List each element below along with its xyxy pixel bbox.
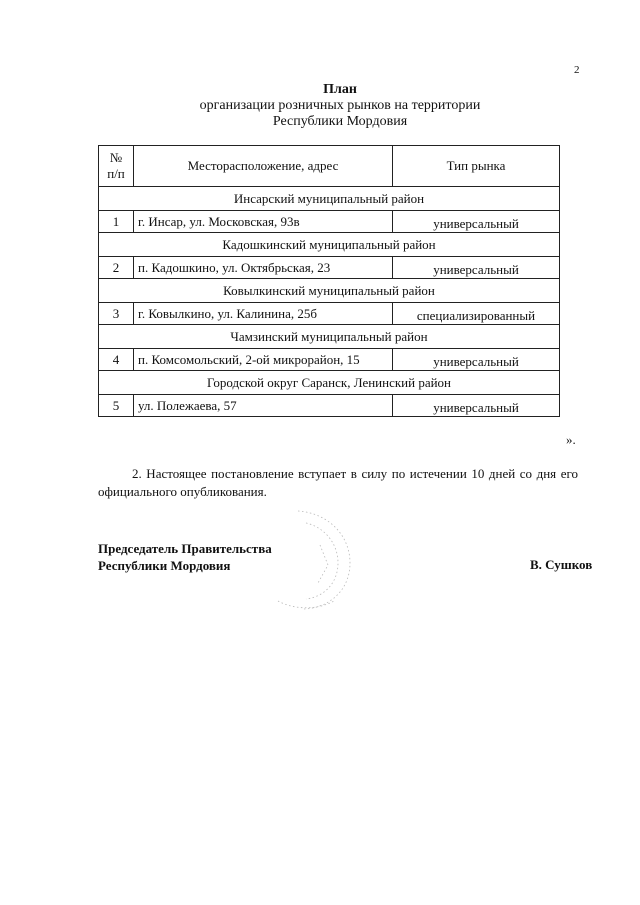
effective-date-paragraph: 2. Настоящее постановление вступает в силу по истечении 10 дней со дня его официального опубликования. bbox=[98, 466, 578, 499]
title-subtitle-line2: Республики Мордовия bbox=[272, 114, 408, 129]
signatory-position-line2: Республики Мордовия bbox=[98, 558, 231, 573]
district-row bbox=[99, 279, 560, 303]
header-number-abbrev: п/п bbox=[107, 166, 125, 181]
markets-plan-table bbox=[98, 145, 560, 417]
row-number: 4 bbox=[99, 349, 134, 371]
table-row bbox=[99, 395, 560, 417]
row-address: г. Ковылкино, ул. Калинина, 25б bbox=[134, 303, 393, 325]
district-name: Кадошкинский муниципальный район bbox=[99, 233, 560, 257]
district-row bbox=[99, 233, 560, 257]
row-address: ул. Полежаева, 57 bbox=[134, 395, 393, 417]
header-market-type: Тип рынка bbox=[393, 146, 560, 187]
stamp-impression bbox=[258, 505, 358, 615]
row-address: п. Комсомольский, 2-ой микрорайон, 15 bbox=[134, 349, 393, 371]
row-market-type: универсальный bbox=[393, 257, 560, 279]
table-row bbox=[99, 257, 560, 279]
row-market-type: специализированный bbox=[393, 303, 560, 325]
table-row bbox=[99, 211, 560, 233]
row-number: 2 bbox=[99, 257, 134, 279]
header-number bbox=[99, 146, 134, 187]
district-row bbox=[99, 371, 560, 395]
title-heading: План bbox=[323, 82, 357, 97]
district-row bbox=[99, 325, 560, 349]
district-name: Городской округ Саранск, Ленинский район bbox=[99, 371, 560, 395]
row-address: г. Инсар, ул. Московская, 93в bbox=[134, 211, 393, 233]
header-address: Месторасположение, адрес bbox=[134, 146, 393, 187]
page-number: 2 bbox=[574, 64, 580, 76]
closing-quote: ». bbox=[566, 432, 576, 447]
table-row bbox=[99, 349, 560, 371]
signatory-position-line1: Председатель Правительства bbox=[98, 541, 272, 556]
row-number: 1 bbox=[99, 211, 134, 233]
row-market-type: универсальный bbox=[393, 395, 560, 417]
signatory-name: В. Сушков bbox=[530, 557, 593, 572]
title-subtitle-line1: организации розничных рынков на территории bbox=[199, 98, 481, 113]
district-row bbox=[99, 187, 560, 211]
row-address: п. Кадошкино, ул. Октябрьская, 23 bbox=[134, 257, 393, 279]
row-number: 5 bbox=[99, 395, 134, 417]
document-title bbox=[0, 82, 640, 130]
header-number-symbol: № bbox=[109, 150, 123, 165]
row-market-type: универсальный bbox=[393, 349, 560, 371]
row-number: 3 bbox=[99, 303, 134, 325]
signatory-position bbox=[98, 540, 272, 574]
table-header-row bbox=[99, 146, 560, 187]
table-row bbox=[99, 303, 560, 325]
district-name: Инсарский муниципальный район bbox=[99, 187, 560, 211]
district-name: Ковылкинский муниципальный район bbox=[99, 279, 560, 303]
row-market-type: универсальный bbox=[393, 211, 560, 233]
district-name: Чамзинский муниципальный район bbox=[99, 325, 560, 349]
